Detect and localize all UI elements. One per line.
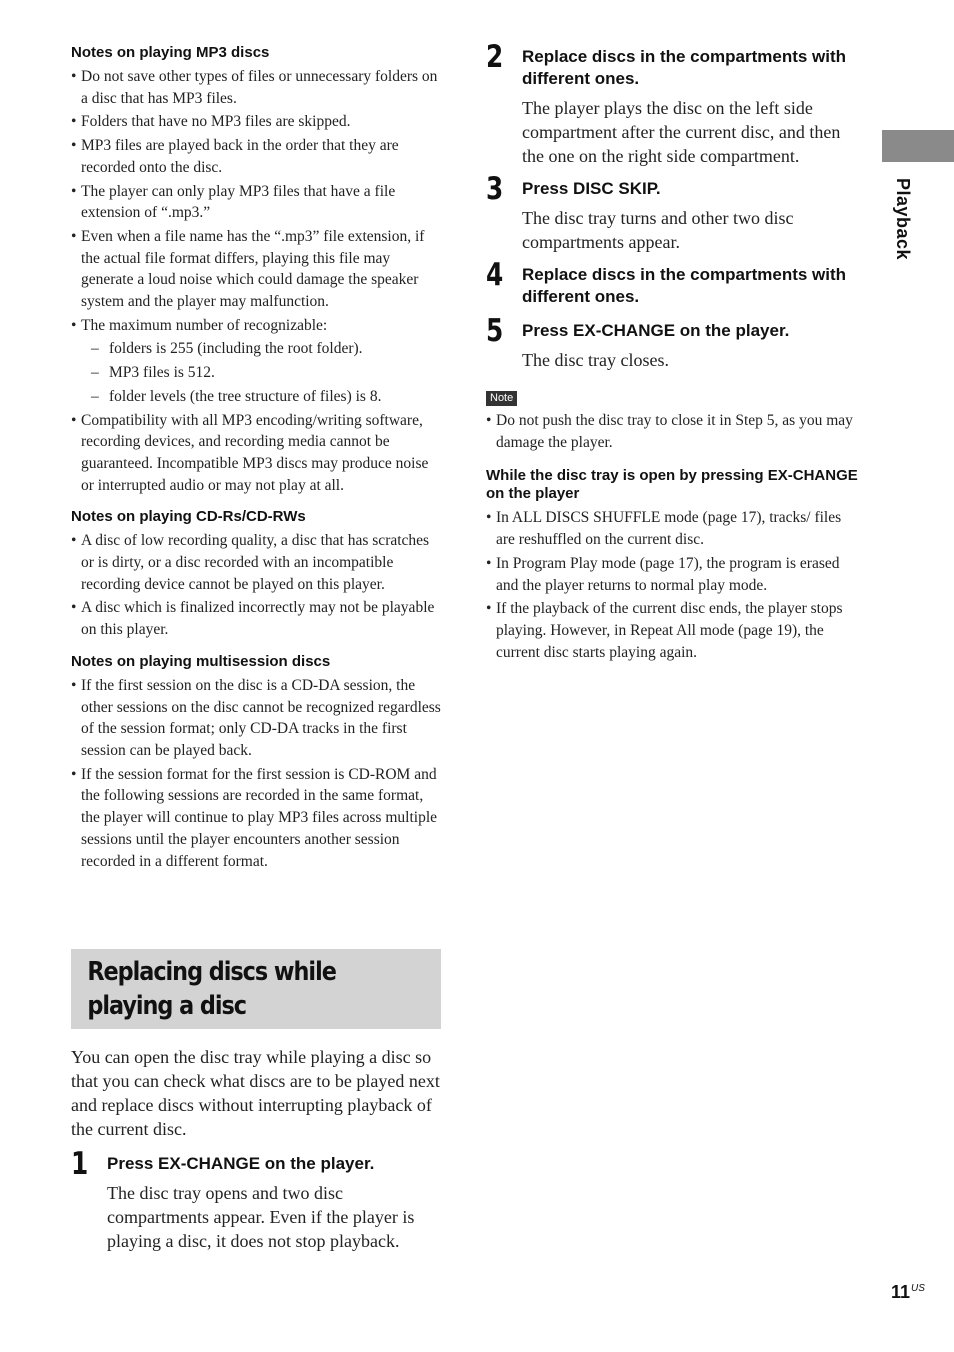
- list-item: • The maximum number of recognizable: – folders is 255 (including the root folder). – MP3 files is 512. – folder levels (the tree structure of files) is 8.: [71, 315, 441, 408]
- list-item-text: If the session format for the first session is CD-ROM and the following sessions are recorded in the same format, the player will continue to play MP3 files across multiple sessions until the player encounters another session recorded in a different format.: [81, 765, 438, 870]
- section-title: Replacing discs while playing a disc: [87, 957, 336, 1021]
- intro-text: You can open the disc tray while playing a disc so that you can check what discs are to be played next and replace discs without interrupting playback of the current disc.: [71, 1047, 440, 1139]
- sub-list-item-text: MP3 files is 512.: [109, 364, 215, 382]
- step-2: [486, 39, 858, 168]
- page-number: [891, 1282, 925, 1303]
- list-item: • Do not save other types of files or unnecessary folders on a disc that has MP3 files.: [71, 68, 438, 107]
- list-item-text: If the first session on the disc is a CD-DA session, the other sessions on the disc cannot be recognized regardless of the session format; only CD-DA tracks in the first session can be played back.: [81, 676, 441, 759]
- list-item-text: A disc which is finalized incorrectly may not be playable on this player.: [81, 599, 435, 639]
- list-item-text: A disc of low recording quality, a disc that has scratches or is dirty, or a disc recorded with an incompatible recording device cannot be played on this player.: [81, 532, 430, 593]
- page-number-value: 11: [891, 1282, 911, 1302]
- list-item: • A disc which is finalized incorrectly may not be playable on this player.: [71, 599, 435, 639]
- list-item-text: Do not push the disc tray to close it in Step 5, as you may damage the player.: [496, 412, 853, 451]
- sub-list-item: – folder levels (the tree structure of files) is 8.: [91, 387, 382, 405]
- note-block: [486, 388, 858, 453]
- step-title: Press DISC SKIP.: [522, 179, 661, 198]
- list-item: • MP3 files are played back in the order that they are recorded onto the disc.: [71, 137, 399, 176]
- step-1: [71, 1146, 443, 1253]
- list-item: • Compatibility with all MP3 encoding/writing software, recording devices, and recording media cannot be guaranteed. Incompatible MP3 discs may produce noise or interrupted audio or may not play at all.: [71, 411, 429, 494]
- list-item-text: The maximum number of recognizable:: [81, 316, 328, 334]
- bullet-list: [486, 507, 858, 663]
- section-mp3: [71, 44, 441, 496]
- step-number: 1: [71, 1146, 89, 1182]
- step-title: Replace discs in the compartments with different ones.: [522, 265, 847, 306]
- section-heading: Notes on playing CD-Rs/CD-RWs: [71, 508, 306, 526]
- step-title: Press EX-CHANGE on the player.: [522, 321, 790, 340]
- list-item: • A disc of low recording quality, a disc that has scratches or is dirty, or a disc recorded with an incompatible recording device cannot be played on this player.: [71, 532, 430, 593]
- sub-list-item-text: folder levels (the tree structure of files) is 8.: [109, 387, 382, 405]
- left-column: [71, 44, 441, 884]
- section-cdr: [71, 508, 441, 641]
- sub-list-item: – folders is 255 (including the root folder).: [91, 340, 363, 358]
- step-title: Press EX-CHANGE on the player.: [107, 1154, 375, 1173]
- right-column: [486, 36, 858, 675]
- step-number: 5: [486, 313, 504, 349]
- list-item-text: Do not save other types of files or unnecessary folders on a disc that has MP3 files.: [81, 68, 438, 107]
- step-body: The disc tray closes.: [522, 350, 669, 370]
- bullet-list: [71, 675, 441, 872]
- sub-list-item-text: folders is 255 (including the root folder).: [109, 340, 363, 358]
- section-heading: Notes on playing MP3 discs: [71, 44, 270, 61]
- step-body: The disc tray turns and other two disc compartments appear.: [522, 208, 794, 252]
- section-multisession: [71, 653, 441, 872]
- list-item-text: In ALL DISCS SHUFFLE mode (page 17), tracks/ files are reshuffled on the current disc.: [496, 509, 842, 549]
- step-3: [486, 171, 858, 254]
- section-heading: While the disc tray is open by pressing EX-CHANGE on the player: [486, 467, 858, 503]
- sub-list-item: – MP3 files is 512.: [91, 364, 215, 382]
- list-item-text: MP3 files are played back in the order that they are recorded onto the disc.: [81, 137, 399, 176]
- list-item: • In Program Play mode (page 17), the program is erased and the player returns to normal play mode.: [486, 554, 840, 594]
- note-badge: Note: [486, 391, 517, 406]
- page-number-suffix: US: [911, 1283, 925, 1294]
- bullet-list: [71, 66, 441, 496]
- step-4: [486, 257, 858, 308]
- bullet-list: [71, 530, 441, 641]
- sub-list: [89, 338, 441, 407]
- list-item: • Do not push the disc tray to close it in Step 5, as you may damage the player.: [486, 412, 853, 451]
- list-item: • In ALL DISCS SHUFFLE mode (page 17), tracks/ files are reshuffled on the current disc.: [486, 509, 842, 549]
- list-item-text: Even when a file name has the “.mp3” file extension, if the actual file format differs, playing this file may generate a loud noise which could damage the speaker system and the player may malfunction.: [81, 227, 425, 311]
- list-item-text: The player can only play MP3 files that have a file extension of “.mp3.”: [81, 182, 396, 222]
- side-tab-label: Playback: [893, 178, 913, 261]
- note-list: [486, 410, 858, 453]
- list-item: • If the session format for the first session is CD-ROM and the following sessions are recorded in the same format, the player will continue to play MP3 files across multiple sessions until the player encounters another session recorded in a different format.: [71, 765, 438, 870]
- step-body: The disc tray opens and two disc compartments appear. Even if the player is playing a disc, it does not stop playback.: [107, 1183, 415, 1251]
- step-title: Replace discs in the compartments with different ones.: [522, 47, 847, 88]
- step-body: The player plays the disc on the left side compartment after the current disc, and then the one on the right side compartment.: [522, 98, 841, 166]
- list-item: • If the playback of the current disc ends, the player stops playing. However, in Repeat All mode (page 19), the current disc starts playing again.: [486, 600, 843, 661]
- side-tab-marker: [882, 130, 954, 162]
- step-number: 3: [486, 171, 504, 207]
- list-item-text: Folders that have no MP3 files are skipped.: [81, 113, 351, 131]
- step-number: 2: [486, 39, 504, 75]
- list-item: • Folders that have no MP3 files are skipped.: [71, 113, 351, 131]
- section-heading: Notes on playing multisession discs: [71, 652, 331, 670]
- section-title-box: [71, 949, 441, 1029]
- intro-block: [71, 1045, 443, 1253]
- step-number: 4: [486, 257, 504, 293]
- list-item-text: Compatibility with all MP3 encoding/writing software, recording devices, and recording media cannot be guaranteed. Incompatible MP3 discs may produce noise or interrupted audio or may not play at all.: [81, 411, 429, 494]
- list-item: • Even when a file name has the “.mp3” file extension, if the actual file format differs, playing this file may generate a loud noise which could damage the speaker system and the player may malfunction.: [71, 227, 425, 311]
- list-item-text: In Program Play mode (page 17), the program is erased and the player returns to normal play mode.: [496, 554, 840, 594]
- step-5: [486, 313, 858, 372]
- list-item-text: If the playback of the current disc ends, the player stops playing. However, in Repeat All mode (page 19), the current disc starts playing again.: [496, 600, 843, 661]
- tray-open-section: [486, 467, 858, 663]
- list-item: • The player can only play MP3 files that have a file extension of “.mp3.”: [71, 182, 396, 222]
- list-item: • If the first session on the disc is a CD-DA session, the other sessions on the disc cannot be recognized regardless of the session format; only CD-DA tracks in the first session can be played back.: [71, 676, 441, 759]
